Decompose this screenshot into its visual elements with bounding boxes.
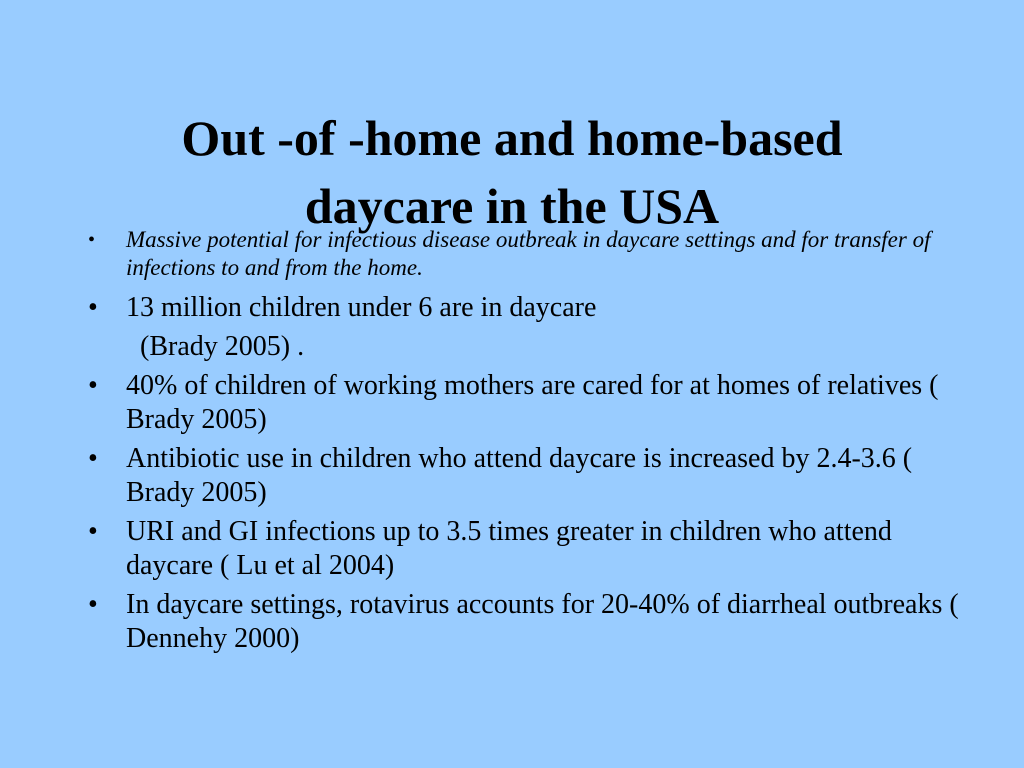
bullet-text: Antibiotic use in children who attend daycare is increased by 2.4-3.6 ( Brady 2005)	[126, 443, 913, 508]
bullet-item	[88, 369, 968, 437]
bullet-item	[88, 291, 968, 325]
slide-title-line-1: Out -of -home and home-based	[181, 109, 843, 166]
bullet-text: (Brady 2005) .	[140, 331, 305, 362]
bullet-text: 40% of children of working mothers are cared for at homes of relatives ( Brady 2005)	[126, 370, 939, 435]
bullet-dot-icon: •	[88, 516, 98, 547]
bullet-dot-icon: •	[88, 370, 98, 401]
bullet-dot-icon: •	[88, 443, 98, 474]
bullet-dot-icon: •	[88, 292, 98, 323]
bullet-text: URI and GI infections up to 3.5 times greater in children who attend daycare ( Lu et al 2004)	[126, 516, 892, 581]
bullet-text: 13 million children under 6 are in daycare	[126, 292, 597, 323]
slide-title-line-2: daycare in the USA	[304, 177, 720, 234]
bullet-text: In daycare settings, rotavirus accounts for 20-40% of diarrheal outbreaks ( Dennehy 2000)	[126, 589, 959, 654]
bullet-item	[88, 442, 968, 510]
slide-title	[60, 104, 964, 240]
bullet-text: Massive potential for infectious disease outbreak in daycare settings and for transfer of infections to and from the home.	[126, 227, 931, 280]
bullet-dot-icon: •	[88, 589, 98, 620]
bullet-continuation	[88, 330, 968, 364]
bullet-dot-icon: •	[88, 229, 96, 251]
bullet-item	[88, 515, 968, 583]
bullet-item	[88, 588, 968, 656]
bullet-list	[88, 226, 968, 661]
bullet-item	[88, 226, 968, 282]
